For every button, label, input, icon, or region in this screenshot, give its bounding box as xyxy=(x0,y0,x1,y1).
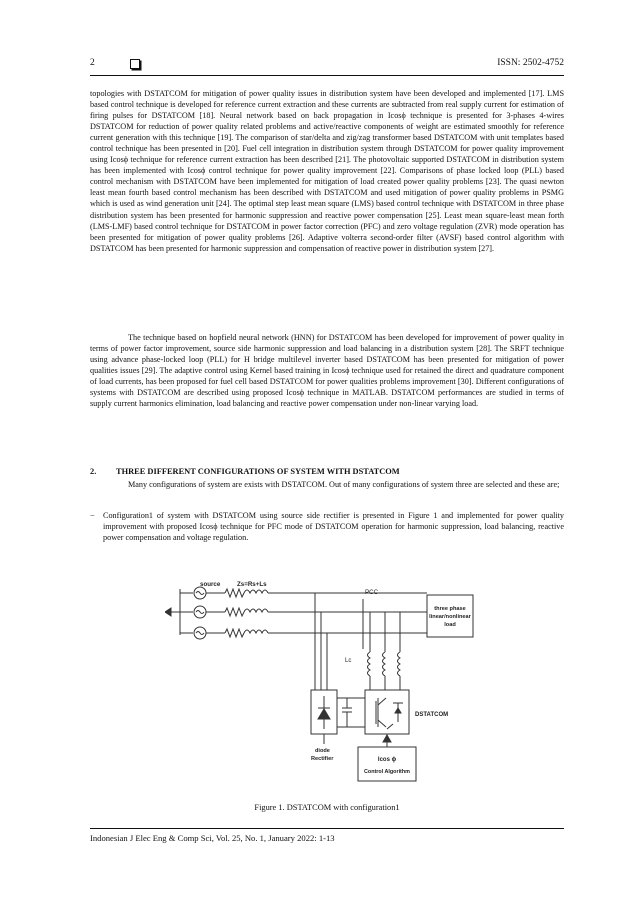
source-label: source xyxy=(200,581,221,588)
section-heading xyxy=(90,467,564,476)
page-header xyxy=(90,58,564,74)
dstatcom-label: DSTATCOM xyxy=(415,712,449,718)
body-paragraph-1: topologies with DSTATCOM for mitigation of power quality issues in distribution system have been developed and implemented [17]. LMS based control technique is developed for reference current extraction and these currents are subtracted from real supply current for estimation of firing pulses for DSTATCOM [18]. Neural network based on back propagation in Icosϕ technique is presented for 3-phases 4-wires DSTATCOM for reduction of power quality related problems and active/reactive components of weight are estimated smoothly for reference current generation with this technique [19]. The comparison of star/delta and zig/zag transformer based DSTATCOM with unit templates based control technique has been presented in [20]. Fuel cell integration in distribution system through DSTATCOM for power quality improvement using Icosϕ technique for reference current extraction has been described [21]. The photovoltaic supported DSTATCOM in distribution system has been implemented with Icosϕ control technique for power quality improvement [22]. Comparisons of phase locked loop (PLL) based control mechanism with DSTATCOM have been implemented for mitigation of load created power quality problems [23]. The quasi newton least mean fourth based control mechanism has been described with DSTATCOM and used mitigation of power quality problems in PSMG which is used as wind generation unit [24]. The optimal step least mean square (LMS) based control technique with DSTATCOM in three phase distribution system has been presented for harmonic suppression and reactive power compensation [25]. Least mean square-least mean forth (LMS-LMF) based control technique for DSTATCOM in power factor correction (PFC) and zero voltage regulation (ZVR) mode operation has been presented for mitigation of power quality problems [26]. Adaptive volterra second-order filter (AVSF) based control algorithm with DSTATCOM has been presented for harmonic suppression and compensation of reactive power in distribution system [27]. xyxy=(90,89,564,253)
bullet-marker: − xyxy=(90,511,95,520)
control-arrow xyxy=(383,734,391,747)
figure-1-diagram xyxy=(165,577,475,787)
dstatcom-inverter xyxy=(365,690,409,734)
footer-citation: Indonesian J Elec Eng & Comp Sci, Vol. 25, No. 1, January 2022: 1-13 xyxy=(90,833,335,843)
load-label-2: linear/nonlinear xyxy=(429,614,471,620)
header-divider xyxy=(90,75,564,76)
checkbox-icon xyxy=(130,59,140,69)
source-phases xyxy=(165,587,427,697)
impedance-label: Zs=Rs+Ls xyxy=(237,581,267,588)
bullet-item xyxy=(90,510,564,543)
icos-label: Icos ϕ xyxy=(377,757,397,763)
section-number: 2. xyxy=(90,467,97,476)
rectifier-label-2: Rectifier xyxy=(311,756,334,762)
load-label-1: three phase xyxy=(434,606,466,612)
body-paragraph-3: Many configurations of system are exists with DSTATCOM. Out of many configurations of system three are selected and these are; xyxy=(128,480,560,489)
control-algorithm-label: Control Algorithm xyxy=(364,769,410,775)
figure-caption: Figure 1. DSTATCOM with configuration1 xyxy=(254,803,400,812)
dstatcom-circuit-diagram xyxy=(165,577,475,787)
diode-rectifier xyxy=(311,690,365,734)
rectifier-label-1: diode xyxy=(315,748,330,754)
section-title: THREE DIFFERENT CONFIGURATIONS OF SYSTEM WITH DSTATCOM xyxy=(116,467,400,476)
load-label-3: load xyxy=(444,622,456,628)
bullet-text: Configuration1 of system with DSTATCOM using source side rectifier is presented in Figure 1 and implemented for power quality improvement with proposed Icosϕ technique for PFC mode of DSTATCOM operation for harmonic suppression, load balancing, reactive power compensation and voltage regulation. xyxy=(103,511,564,543)
control-algorithm-box xyxy=(358,747,416,781)
issn-label: ISSN: 2502-4752 xyxy=(497,58,564,68)
lc-label: Lc xyxy=(345,658,352,664)
footer-divider xyxy=(90,828,564,829)
pcc-label: PCC xyxy=(365,589,379,596)
page-number: 2 xyxy=(90,58,95,68)
body-paragraph-2: The technique based on hopfield neural network (HNN) for DSTATCOM has been developed for improvement of power quality in terms of power factor improvement, source side harmonic suppression and load balancing in a distribution system [28]. The SRFT technique using advance phase-locked loop (PLL) for H bridge multilevel inverter based DSTATCOM has been presented for mitigation of power qualities issues [29]. The adaptive control using Kernel based training in Icosϕ technique used for retained the direct and quadrature component of load currents, has been proposed for fuel cell based DSTATCOM for power qualities problems improvement [30]. Different configurations of systems with DSTATCOM are described using proposed Icosϕ technique in MATLAB. DSTATCOM performances are studied in terms of supply current harmonics elimination, load balancing and reactive power compensation under non-linear varying load. xyxy=(90,333,564,409)
